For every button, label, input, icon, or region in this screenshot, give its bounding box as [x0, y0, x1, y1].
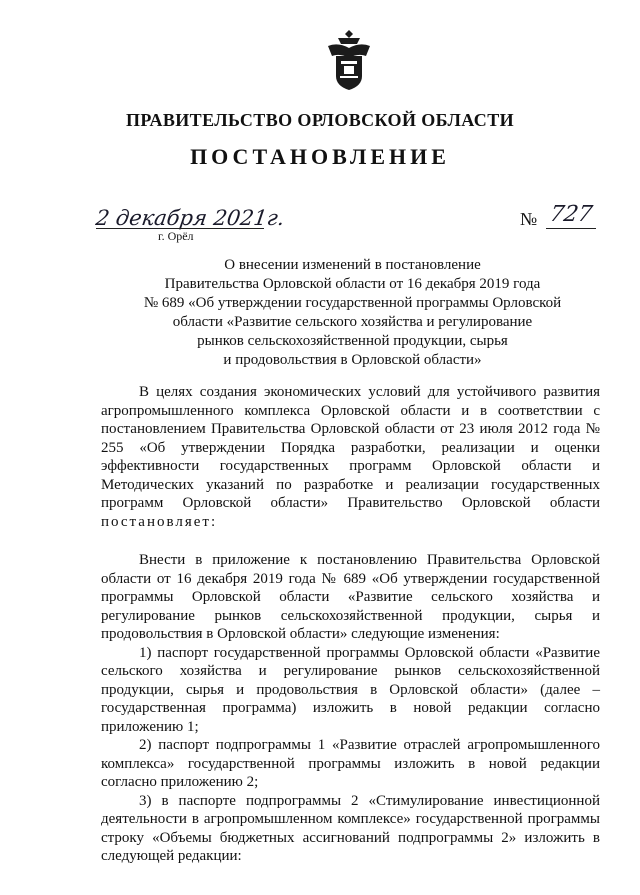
number-label: № [520, 209, 538, 229]
subject-line: № 689 «Об утверждении государственной программы Орловской [143, 295, 562, 311]
number-underline [546, 228, 596, 229]
resolves-word: постановляет: [101, 513, 218, 530]
subject-line: Правительства Орловской области от 16 декабря 2019 года [164, 276, 541, 292]
document-type-title: ПОСТАНОВЛЕНИЕ [190, 144, 450, 169]
subject-line: области «Развитие сельского хозяйства и регулирование [172, 314, 533, 330]
document-subject [140, 256, 565, 370]
preamble-paragraph [101, 383, 600, 531]
handwritten-date: 2 декабря 2021г. [94, 206, 287, 230]
item-3-paragraph: 3) в паспорте подпрограммы 2 «Стимулирование инвестиционной деятельности в агропромышленном комплексе» государственной программы строку «Объемы бюджетных ассигнований подпрограммы 2» изложить в следующей редакции: [101, 792, 600, 864]
city-label: г. Орёл [158, 229, 194, 243]
handwritten-number: 727 [547, 202, 595, 227]
subject-line: рынков сельскохозяйственной продукции, сырья [197, 333, 508, 349]
item-1-paragraph: 1) паспорт государственной программы Орловской области «Развитие сельского хозяйства и регулирование рынков сельскохозяйственной продукции, сырья и продовольствия в Орловской области» (далее – государственная программа) изложить в новой редакции согласно приложению 1; [101, 644, 600, 735]
subject-line: О внесении изменений в постановление [224, 257, 481, 273]
coat-of-arms-emblem [324, 28, 374, 92]
government-title: ПРАВИТЕЛЬСТВО ОРЛОВСКОЙ ОБЛАСТИ [125, 110, 515, 130]
preamble-text: В целях создания экономических условий для устойчивого развития агропромышленного комплекса Орловской области и в соответствии с постановлением Правительства Орловской области от 23 июля 2012 года № 255 «Об утверждении Порядка разработки, реализации и оценки эффективности государственных программ Орловской области и Методических указаний по разработке и реализации государственных программ Орловской области» Правительство Орловской области [101, 384, 600, 511]
subject-line: и продовольствия в Орловской области» [223, 352, 482, 368]
intro-paragraph: Внести в приложение к постановлению Правительства Орловской области от 16 декабря 2019 года № 689 «Об утверждении государственной программы Орловской области «Развитие сельского хозяйства и регулирование рынков сельскохозяйственной продукции, сырья и продовольствия в Орловской области» следующие изменения: [101, 552, 600, 642]
document-body [101, 383, 600, 866]
item-2-paragraph: 2) паспорт подпрограммы 1 «Развитие отраслей агропромышленного комплекса» государственной программы изложить в новой редакции согласно приложению 2; [101, 737, 600, 790]
